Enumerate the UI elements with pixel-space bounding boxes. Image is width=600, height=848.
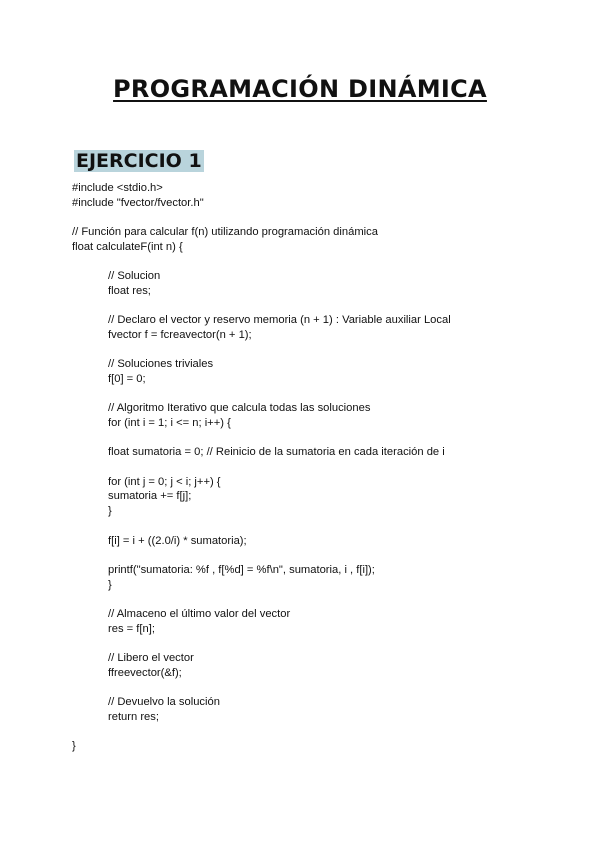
code-line: #include <stdio.h>: [72, 182, 163, 194]
code-line: res = f[n];: [108, 622, 155, 635]
code-block: [72, 181, 552, 754]
code-line: }: [108, 505, 112, 518]
code-line: [72, 254, 552, 269]
code-line: ffreevector(&f);: [108, 666, 182, 679]
code-line: // Almaceno el último valor del vector: [108, 607, 291, 620]
section-heading: [72, 148, 206, 174]
code-line: // Soluciones triviales: [108, 358, 214, 371]
code-line: [72, 519, 552, 534]
code-line: float sumatoria = 0; // Reinicio de la sumatoria en cada iteración de i: [108, 446, 445, 459]
code-line: [72, 387, 552, 402]
code-line: [72, 636, 552, 651]
code-line: [72, 343, 552, 358]
code-line: }: [72, 740, 76, 753]
section-heading-text: EJERCICIO 1: [76, 150, 202, 172]
code-line: [72, 431, 552, 446]
code-line: f[0] = 0;: [108, 372, 146, 385]
code-line: // Algoritmo Iterativo que calcula todas las soluciones: [108, 402, 371, 415]
code-line: // Libero el vector: [108, 652, 194, 664]
code-line: printf("sumatoria: %f , f[%d] = %f\n", sumatoria, i , f[i]);: [108, 563, 375, 576]
code-line: }: [108, 578, 112, 591]
code-line: // Devuelvo la solución: [108, 696, 220, 709]
code-line: [72, 592, 552, 607]
code-line: f[i] = i + ((2.0/i) * sumatoria);: [108, 534, 247, 547]
code-line: float res;: [108, 284, 151, 297]
code-line: for (int j = 0; j < i; j++) {: [108, 475, 221, 488]
code-line: float calculateF(int n) {: [72, 240, 183, 253]
code-line: fvector f = fcreavector(n + 1);: [108, 328, 252, 341]
code-line: return res;: [108, 710, 159, 723]
code-line: sumatoria += f[j];: [108, 490, 192, 503]
code-line: // Declaro el vector y reservo memoria (n + 1) : Variable auxiliar Local: [108, 314, 451, 327]
code-line: for (int i = 1; i <= n; i++) {: [108, 417, 231, 429]
code-line: [72, 210, 552, 225]
code-line: // Función para calcular f(n) utilizando programación dinámica: [72, 226, 378, 239]
code-line: [72, 724, 552, 739]
code-line: [72, 548, 552, 563]
code-line: // Solucion: [108, 270, 161, 283]
code-line: [72, 680, 552, 695]
code-line: [72, 299, 552, 314]
page-title-text: PROGRAMACIÓN DINÁMICA: [113, 75, 487, 103]
page-title: [0, 72, 600, 106]
code-line: [72, 460, 552, 475]
code-line: #include "fvector/fvector.h": [72, 196, 204, 209]
